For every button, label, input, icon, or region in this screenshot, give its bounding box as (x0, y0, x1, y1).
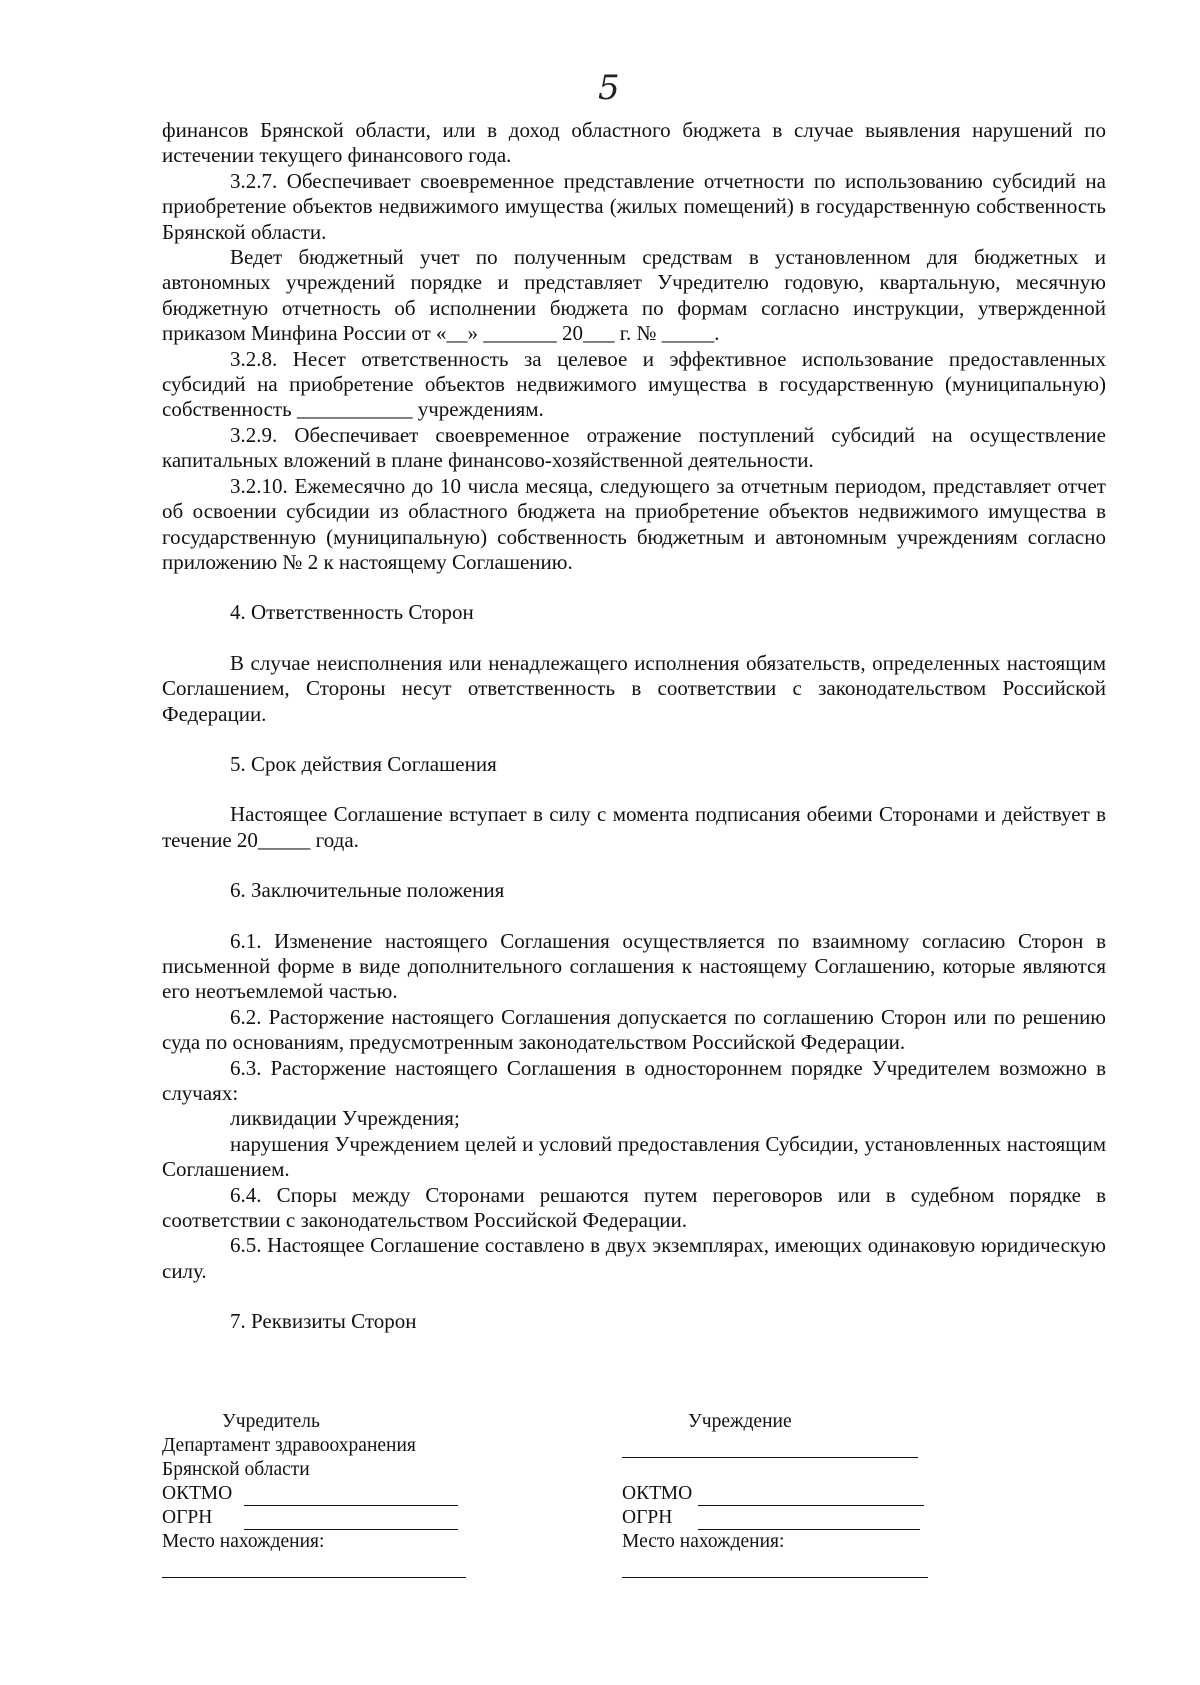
founder-location-row (162, 1554, 502, 1578)
institution-name-blank (622, 1439, 918, 1458)
institution-title: Учреждение (688, 1411, 792, 1432)
paragraph-3-2-9: 3.2.9. Обеспечивает своевременное отражение поступлений субсидий на осуществление капитальных вложений в плане финансово-хозяйственной деятельности. (162, 422, 1106, 473)
institution-location-label: Место нахождения: (622, 1531, 785, 1552)
founder-location-label: Место нахождения: (162, 1531, 325, 1552)
paragraph-3-2-7-accounting: Ведет бюджетный учет по полученным средствам в установленном для бюджетных и автономных учреждений порядке и представляет Учредителю годовую, квартальную, месячную бюджетную отчетность об исполнении бюджета по формам согласно инструкции, утвержденной приказом Минфина России от «__» _______ 20___ г. № _____. (162, 245, 1106, 346)
section-7-heading: 7. Реквизиты Сторон (230, 1309, 417, 1334)
institution-ogrn-blank (698, 1511, 920, 1530)
institution-spacer (622, 1458, 962, 1482)
document-body (162, 118, 1106, 1360)
clause-6-3-case-violation: нарушения Учреждением целей и условий предоставления Субсидии, установленных настоящим Соглашением. (162, 1131, 1106, 1182)
clause-6-3: 6.3. Расторжение настоящего Соглашения в одностороннем порядке Учредителем возможно в случаях: (162, 1055, 1106, 1105)
paragraph-3-2-7: 3.2.7. Обеспечивает своевременное представление отчетности по использованию субсидий на приобретение объектов недвижимого имущества (жилых помещений) в государственную собственность Брянской области. (162, 168, 1106, 244)
founder-org-line-2: Брянской области (162, 1459, 310, 1480)
section-5-heading: 5. Срок действия Соглашения (230, 751, 497, 776)
founder-ogrn-row (162, 1506, 502, 1530)
paragraph-3-2-10: 3.2.10. Ежемесячно до 10 числа месяца, следующего за отчетным периодом, представляет отчет об освоении субсидии из областного бюджета на приобретение объектов недвижимого имущества в государственную (муниципальную) собственность бюджетным и автономным учреждениям согласно приложению № 2 к настоящему Соглашению. (162, 473, 1106, 574)
institution-requisites (622, 1410, 962, 1578)
founder-oktmo-blank (244, 1487, 458, 1506)
clause-6-3-case-liquidation: ликвидации Учреждения; (230, 1106, 460, 1131)
section-4-heading: 4. Ответственность Сторон (230, 600, 474, 625)
institution-location-blank (622, 1559, 928, 1578)
institution-ogrn-row (622, 1506, 962, 1530)
founder-location-blank (162, 1559, 466, 1578)
section-4-text: В случае неисполнения или ненадлежащего исполнения обязательств, определенных настоящим Соглашением, Стороны несут ответственность в соответствии с законодательством Российской Федерации. (162, 650, 1106, 726)
institution-location-row (622, 1554, 962, 1578)
founder-ogrn-blank (244, 1511, 458, 1530)
section-5-text: Настоящее Соглашение вступает в силу с момента подписания обеими Сторонами и действует в течение 20_____ года. (162, 802, 1106, 852)
founder-oktmo-label: ОКТМО (162, 1483, 233, 1504)
institution-oktmo-blank (698, 1487, 924, 1506)
institution-oktmo-label: ОКТМО (622, 1483, 693, 1504)
section-6-heading: 6. Заключительные положения (230, 878, 505, 903)
institution-oktmo-row (622, 1482, 962, 1506)
clause-6-5: 6.5. Настоящее Соглашение составлено в двух экземплярах, имеющих одинаковую юридическую силу. (162, 1233, 1106, 1283)
institution-ogrn-label: ОГРН (622, 1507, 673, 1528)
clause-6-1: 6.1. Изменение настоящего Соглашения осуществляется по взаимному согласию Сторон в письменной форме в виде дополнительного соглашения к настоящему Соглашению, которые являются его неотъемлемой частью. (162, 928, 1106, 1004)
founder-org-line-1: Департамент здравоохранения (162, 1435, 416, 1456)
founder-ogrn-label: ОГРН (162, 1507, 213, 1528)
founder-title: Учредитель (222, 1411, 320, 1432)
page-number: 5 (598, 68, 620, 108)
institution-name-row (622, 1434, 962, 1458)
paragraph-3-2-8: 3.2.8. Несет ответственность за целевое и эффективное использование предоставленных субсидий на приобретение объектов недвижимого имущества в государственную (муниципальную) собственность ___________ учреждениям. (162, 346, 1106, 422)
clause-6-2: 6.2. Расторжение настоящего Соглашения допускается по соглашению Сторон или по решению суда по основаниям, предусмотренным законодательством Российской Федерации. (162, 1004, 1106, 1055)
paragraph-continuation: финансов Брянской области, или в доход областного бюджета в случае выявления нарушений по истечении текущего финансового года. (162, 118, 1106, 168)
founder-oktmo-row (162, 1482, 502, 1506)
clause-6-4: 6.4. Споры между Сторонами решаются путем переговоров или в судебном порядке в соответствии с законодательством Российской Федерации. (162, 1182, 1106, 1233)
founder-requisites (162, 1410, 502, 1578)
